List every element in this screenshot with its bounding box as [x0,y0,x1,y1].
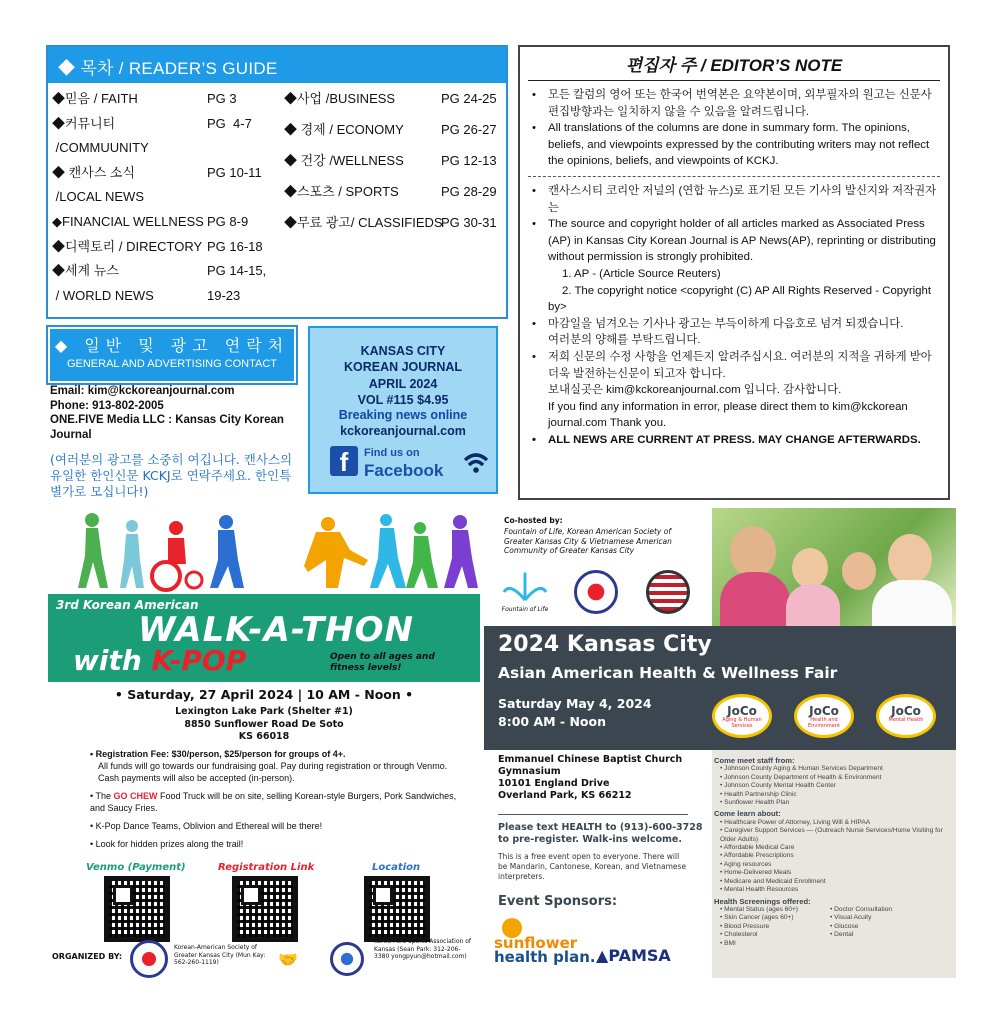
joco-logo [712,694,772,738]
screening-text: Glucose [834,922,859,930]
fair-list-heading: Come meet staff from: [714,756,795,765]
walk-details [90,748,460,850]
screening-item: • Glucose [830,922,859,930]
organizer-2: Korea Para Sports Association of Kansas (Sean Park: 312-206-3380 yongpyun@hotmail.com) [374,938,471,960]
fair-list-text: Mental Health Resources [724,886,799,894]
vietnamese-community-logo [646,570,690,614]
fair-list-text: Home-Delivered Meals [724,869,792,877]
health-fair-poster [484,508,956,978]
guide-item-page: PG 10-11 [207,164,262,180]
person-face [792,548,828,588]
venue-line: Emmanuel Chinese Baptist Church [498,754,683,765]
guide-item-label: ◆ 경제 / ECONOMY [284,122,404,137]
journal-line: KANSAS CITY [360,344,446,358]
person-shirt [786,584,840,626]
joco-department: Mental Health [888,717,924,723]
fair-list-item: • Affordable Prescriptions [720,852,794,860]
walkathon-poster [48,510,480,978]
fair-list-item: • Healthcare Power of Attorney, Living Will & HIPAA [720,818,871,826]
organizer-1: Korean-American Society of Greater Kansas City (Mun Kay: 562-260-1119) [174,944,266,966]
editor-subitem: 1. AP - (Article Source Reuters) [562,267,721,280]
cohost-label: Co-hosted by: [504,516,563,525]
fair-list-text: Johnson County Mental Health Center [724,782,836,790]
fair-list-text: Caregiver Support Services — (Outreach Nurse Services/Home Visiting for Older Adults) [720,827,943,843]
joco-wordmark: JoCo [891,704,921,718]
guide-item-label: ◆무료 광고/ CLASSIFIEDS [284,215,443,230]
family-photo [712,508,956,626]
fair-list-text: Healthcare Power of Attorney, Living Will & HIPAA [724,818,871,826]
registration-qr-code[interactable] [232,876,298,942]
walk-text: Look for hidden prizes along the trail! [95,839,244,849]
fair-time: 8:00 AM - Noon [498,714,606,729]
divider [528,176,940,177]
guide-item-page: PG 24-25 [441,91,497,106]
open-to-all: Open to all ages and fitness levels! [330,652,435,673]
guide-item-label: ◆FINANCIAL WELLNESS [52,214,204,229]
divider [498,814,688,815]
guide-item-page: PG 28-29 [441,184,497,199]
walk-bullet: • K-Pop Dance Teams, Oblivion and Ethereal will be there! [90,821,323,831]
walk-place: 8850 Sunflower Road De Soto [184,718,344,730]
guide-item-label: ◆믿음 / FAITH [52,91,138,106]
contact-email[interactable]: Email: kim@kckoreanjournal.com [50,385,235,397]
venue-line: Gymnasium [498,766,561,777]
fair-list-item: • Affordable Medical Care [720,844,795,852]
editor-item: • All translations of the columns are done in summary form. The opinions, beliefs, and viewpoints expressed by the contributing writers may not reflect the opinions, beliefs, and viewpoints of KCKJ. [528,120,940,170]
fountain-of-life-logo [500,572,550,613]
journal-info-box [308,326,498,494]
guide-item-label: ◆ 건강 /WELLNESS [284,153,404,168]
joco-logo [876,694,936,738]
guide-item-page: PG 26-27 [441,122,497,137]
editors-note-title: 편집자 주 / EDITOR’S NOTE [528,51,940,81]
kasgkc-logo [574,570,618,614]
editor-item: • 캔사스시티 코리안 저널의 (연합 뉴스)로 표기된 모든 기사의 발신지와 저작권자는 [528,183,940,216]
joco-wordmark: JoCo [809,704,839,718]
fair-list-text: Health Partnership Clinic [724,790,797,798]
screening-text: Doctor Consultation [834,905,893,913]
qr-label-venmo: Venmo (Payment) [86,862,186,873]
person-face [888,534,932,584]
screening-text: Cholesterol [724,931,758,939]
screening-text: Mental Status (ages 60+) [724,905,798,913]
editor-item: • 모든 칼럼의 영어 또는 한국어 번역본은 요약본이며, 외부필자의 원고는 신문사 편집방향과는 일치하지 않을 수 있음을 알려드립니다. [528,87,940,120]
screening-item: • Visual Acuity [830,914,872,922]
screening-text: Blood Pressure [724,922,770,930]
walk-place: Lexington Lake Park (Shelter #1) [175,706,353,717]
walk-fee-note: All funds will go towards our fundraising goal. Pay during registration or through Venmo. Cash payments will also be accepted (in-person). [98,761,448,783]
fair-register: Please text HEALTH to (913)-600-3728 to pre-register. Walk-ins welcome. [498,822,703,845]
dancers-illustration [68,510,478,594]
walk-text: The [95,791,114,801]
cohost-text: Fountain of Life, Korean American Society of Greater Kansas City & Vietnamese American Community of Greater Kansas City [504,527,672,555]
person-face [730,526,776,578]
guide-item-page: 19-23 [207,287,241,303]
guide-item-label: ◆커뮤니티 [52,115,116,131]
person-shirt [720,572,790,626]
editor-item: • 저희 신문의 수정 사항을 언제든지 알려주십시요. 여러분의 지적을 귀하게 받아 더욱 발전하는신문이 되고자 합니다. [528,349,940,382]
guide-item-label: ◆사업 /BUSINESS [284,91,396,106]
screening-item: • Mental Status (ages 60+) [720,905,798,913]
handshake-icon: 🤝 [278,950,298,969]
fair-list-item: • Sunflower Health Plan [720,799,790,807]
fair-list-text: Aging resources [723,860,772,868]
journal-volume: VOL #115 $4.95 [357,392,449,407]
fair-list-item: • Health Partnership Clinic [720,790,797,798]
walk-bullet: • Registration Fee: $30/person, $25/person for groups of 4+. [90,749,346,759]
fair-list-item: • Aging resources [720,860,772,868]
wifi-icon [462,450,490,474]
fair-list-text: Johnson County Department of Health & Environment [724,773,882,781]
contact-details [50,384,302,442]
editor-subitem: 2. The copyright notice <copyright (C) AP All Rights Reserved - Copyright by> [548,284,931,314]
sponsors-label: Event Sponsors: [498,894,618,909]
editors-note-box [518,45,950,500]
fair-list-item: • Medicare and Medicaid Enrollment [720,877,826,885]
walk-text: K-Pop Dance Teams, Oblivion and Ethereal will be there! [95,821,323,831]
kpop-text: K-POP [151,644,247,677]
screening-item: • Doctor Consultation [830,905,893,913]
walk-fee: Registration Fee: $30/person, $25/person for groups of 4+. [95,749,346,759]
guide-item-page: PG 12-13 [441,153,497,168]
screening-item: • Blood Pressure [720,922,770,930]
contact-subtitle: GENERAL AND ADVERTISING CONTACT [66,358,278,370]
fair-list-item: • Johnson County Mental Health Center [720,782,836,790]
journal-issue: APRIL 2024 [368,377,438,391]
fair-title: 2024 Kansas City [498,632,712,657]
person-shirt [872,580,952,626]
editor-item: • The source and copyright holder of all articles marked as Associated Press (AP) in Kansas City Korean Journal is AP News(AP), reprinting or distributing without permission is strongly prohibited. [528,216,940,266]
organized-by: ORGANIZED BY: [52,952,123,961]
screening-text: Visual Acuity [834,914,872,922]
sponsor-name: health plan. [494,948,596,966]
joco-department: Aging & Human Services [722,717,762,729]
walk-location [48,706,480,744]
fair-list-item: • Mental Health Resources [720,886,799,894]
screening-text: Skin Cancer (ages 60+) [724,914,794,922]
walk-bullet: • The GO CHEW Food Truck will be on site, selling Korean-style Burgers, Pork Sandwiches, and Saucy Fries. [90,791,457,813]
facebook-label: Facebook [364,460,444,480]
fair-list-text: Affordable Medical Care [723,844,795,852]
fair-lists [714,754,952,948]
fair-list-heading: Come learn about: [714,809,781,819]
fair-list-heading: Health Screenings offered: [714,896,811,906]
with-text: with [73,644,152,677]
fair-list-text: Johnson County Aging & Human Services Department [724,765,883,773]
contact-phone: Phone: 913-802-2005 [50,399,164,412]
guide-item-page: PG 3 [207,91,237,106]
facebook-icon: f [330,446,358,476]
fountain-icon [500,572,550,602]
fair-list-item: • Caregiver Support Services — (Outreach Nurse Services/Home Visiting for Older Adults) [720,827,943,843]
guide-item-label: ◆ 캔사스 소식 [52,164,136,180]
screening-text: Dental [834,931,854,939]
guide-item-page: PG 14-15, [207,263,267,279]
fair-free: This is a free event open to everyone. There will be Mandarin, Cantonese, Korean, and Vietnamese interpreters. [498,852,687,881]
guide-item-page: PG 8-9 [207,214,249,229]
readers-guide-title: ◆ 목차 / READER’S GUIDE [48,47,506,83]
journal-url[interactable]: kckoreanjournal.com [340,423,466,438]
journal-line: KOREAN JOURNAL [343,359,463,374]
facebook-link[interactable] [364,446,443,480]
go-chew-text: GO CHEW [113,791,158,801]
walk-date: • Saturday, 27 April 2024 | 10 AM - Noon • [114,687,414,702]
joco-logo [794,694,854,738]
facebook-findus: Find us on [364,447,420,459]
qr-label-registration: Registration Link [218,862,315,873]
fair-list-item: • Johnson County Department of Health & Environment [720,773,882,781]
qr-label-location: Location [372,862,421,873]
contact-title: ◆ 일반 및 광고 연락처 [54,336,290,355]
person-face [842,552,876,590]
guide-item-page: PG 4-7 [207,115,252,131]
screening-item: • BMI [720,939,736,947]
sponsor-sunflower [494,936,596,964]
screening-item: • Dental [830,931,854,939]
kpsa-logo [330,942,364,976]
guide-item-label: / WORLD NEWS [52,287,154,303]
guide-item-label: /LOCAL NEWS [52,189,144,205]
screening-text: BMI [724,939,736,947]
walkathon-kicker: 3rd Korean American [56,598,199,612]
walk-bullet: • Look for hidden prizes along the trail! [90,839,244,849]
fair-list-text: Medicare and Medicaid Enrollment [724,877,826,885]
guide-item-page: PG 30-31 [441,215,497,230]
fair-list-text: Affordable Prescriptions [723,852,794,860]
fair-subtitle: Asian American Health & Wellness Fair [498,664,838,682]
contact-header [48,327,296,383]
joco-wordmark: JoCo [727,704,757,718]
editor-item: • ALL NEWS ARE CURRENT AT PRESS. MAY CHANGE AFTERWARDS. [528,432,940,449]
fair-date: Saturday May 4, 2024 [498,696,652,711]
editor-item: • 마감일을 넘겨오는 기사나 광고는 부득이하게 다음호로 넘겨 되겠습니다. [528,316,940,333]
venue-line: 10101 England Drive [498,778,610,789]
walkathon-subtitle [73,644,246,677]
walk-text: Food Truck will be on site, selling Korean-style Burgers, Pork Sandwiches, and Saucy Fries. [90,791,457,813]
location-qr-code[interactable] [364,876,430,942]
sponsor-name: PAMSA [608,946,671,965]
screening-item: • Skin Cancer (ages 60+) [720,914,794,922]
sponsor-name: sunflower [494,934,578,952]
guide-item-label: ◆세계 뉴스 [52,263,119,279]
fair-list-item: • Home-Delivered Meals [720,869,792,877]
fair-list-item: • Johnson County Aging & Human Services Department [720,765,883,773]
contact-org: ONE.FIVE Media LLC : Kansas City Korean Journal [50,414,284,441]
venue-line: Overland Park, KS 66212 [498,790,632,801]
walkathon-title: WALK-A-THON [138,610,414,650]
screening-item: • Cholesterol [720,931,758,939]
fair-list-text: Sunflower Health Plan [724,799,790,807]
fountain-label: Fountain of Life [501,606,549,613]
kasgkc-logo [130,940,168,978]
journal-online: Breaking news online [338,408,468,422]
sponsor-pamsa: ▲PAMSA [596,946,671,965]
editor-item-cont: 보내실곳은 kim@kckoreanjournal.com 입니다. 감사합니다. [548,384,842,397]
walk-place: KS 66018 [238,731,290,742]
guide-item-label: ◆디렉토리 / DIRECTORY [52,238,203,254]
joco-department: Health and Environment [808,717,840,729]
venmo-qr-code[interactable] [104,876,170,942]
screening-columns [714,906,952,948]
fair-venue [498,754,682,802]
guide-item-label: ◆스포츠 / SPORTS [284,184,399,199]
guide-item-page: PG 16-18 [207,238,263,254]
guide-item-label: /COMMUUNITY [52,140,149,156]
editor-item-cont: 여러분의 양해를 부탁드립니다. [548,334,701,347]
contact-note: (여러분의 광고를 소중히 여깁니다. 캔사스의 유일한 한인신문 KCKJ로 연락주세요. 한인특별가로 모십니다!) [50,452,293,499]
editor-item-cont: If you find any information in error, please direct them to kim@kckorean journal.com Thank you. [548,400,908,430]
